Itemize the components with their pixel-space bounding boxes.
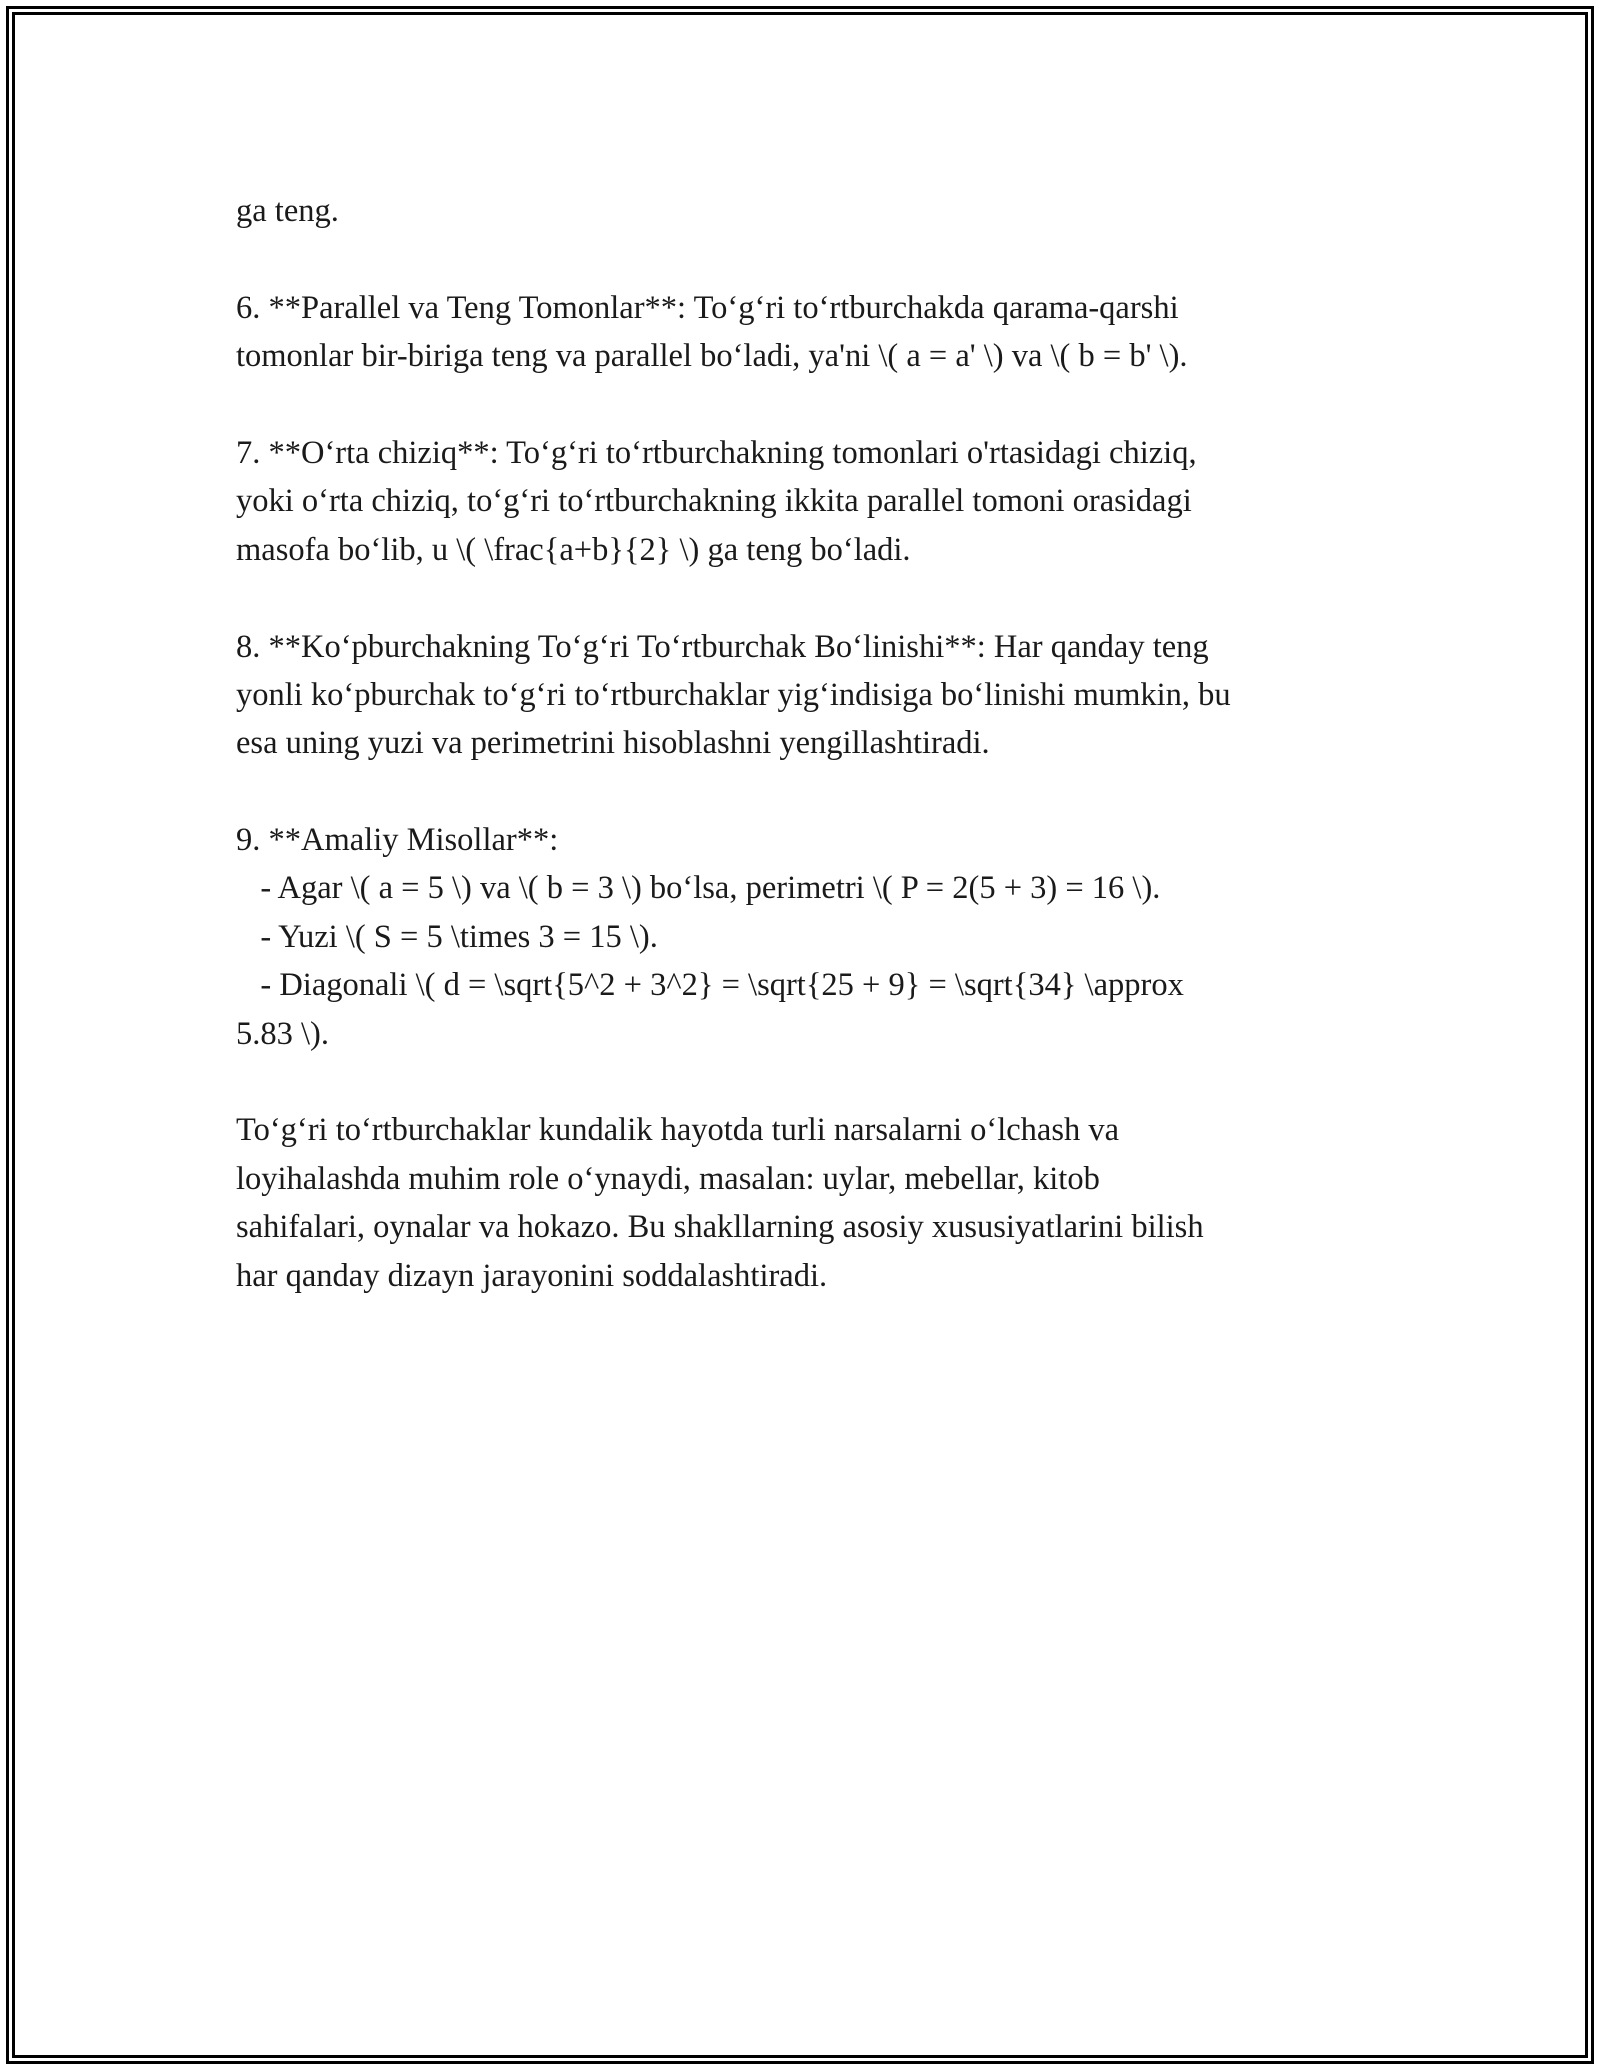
paragraph-continuation <box>236 187 1376 235</box>
document-body <box>236 187 1376 1300</box>
text-line: 6. **Parallel va Teng Tomonlar**: To‘g‘ri to‘rtburchakda qarama-qarshi <box>236 289 1179 326</box>
paragraph-item-7 <box>236 429 1376 574</box>
paragraph-item-9 <box>236 816 1376 1058</box>
text-line: 8. **Ko‘pburchakning To‘g‘ri To‘rtburchak Bo‘linishi**: Har qanday teng <box>236 628 1209 665</box>
text-line: tomonlar bir-biriga teng va parallel bo‘ladi, ya'ni \( a = a' \) va \( b = b' \). <box>236 338 1188 375</box>
text-line: 7. **O‘rta chiziq**: To‘g‘ri to‘rtburchakning tomonlari o'rtasidagi chiziq, <box>236 434 1197 471</box>
text-line: esa uning yuzi va perimetrini hisoblashni yengillashtiradi. <box>236 725 990 762</box>
text-line: har qanday dizayn jarayonini soddalashtiradi. <box>236 1257 828 1294</box>
text-line: - Yuzi \( S = 5 \times 3 = 15 \). <box>236 918 658 955</box>
text-line: masofa bo‘lib, u \( \frac{a+b}{2} \) ga teng bo‘ladi. <box>236 531 911 568</box>
paragraph-item-8 <box>236 623 1376 768</box>
text-line: yoki o‘rta chiziq, to‘g‘ri to‘rtburchakning ikkita parallel tomoni orasidagi <box>236 483 1192 520</box>
text-line: 5.83 \). <box>236 1015 329 1052</box>
text-line: sahifalari, oynalar va hokazo. Bu shakllarning asosiy xususiyatlarini bilish <box>236 1209 1204 1246</box>
text-line: - Agar \( a = 5 \) va \( b = 3 \) bo‘lsa, perimetri \( P = 2(5 + 3) = 16 \). <box>236 870 1161 907</box>
text-line: - Diagonali \( d = \sqrt{5^2 + 3^2} = \sqrt{25 + 9} = \sqrt{34} \approx <box>236 967 1184 1004</box>
paragraph-conclusion <box>236 1106 1376 1300</box>
text-line: ga teng. <box>236 193 339 229</box>
text-line: loyihalashda muhim role o‘ynaydi, masalan: uylar, mebellar, kitob <box>236 1160 1100 1197</box>
text-line: 9. **Amaliy Misollar**: <box>236 822 559 859</box>
text-line: yonli ko‘pburchak to‘g‘ri to‘rtburchaklar yig‘indisiga bo‘linishi mumkin, bu <box>236 676 1231 713</box>
text-line: To‘g‘ri to‘rtburchaklar kundalik hayotda turli narsalarni o‘lchash va <box>236 1112 1120 1149</box>
paragraph-item-6 <box>236 284 1376 381</box>
